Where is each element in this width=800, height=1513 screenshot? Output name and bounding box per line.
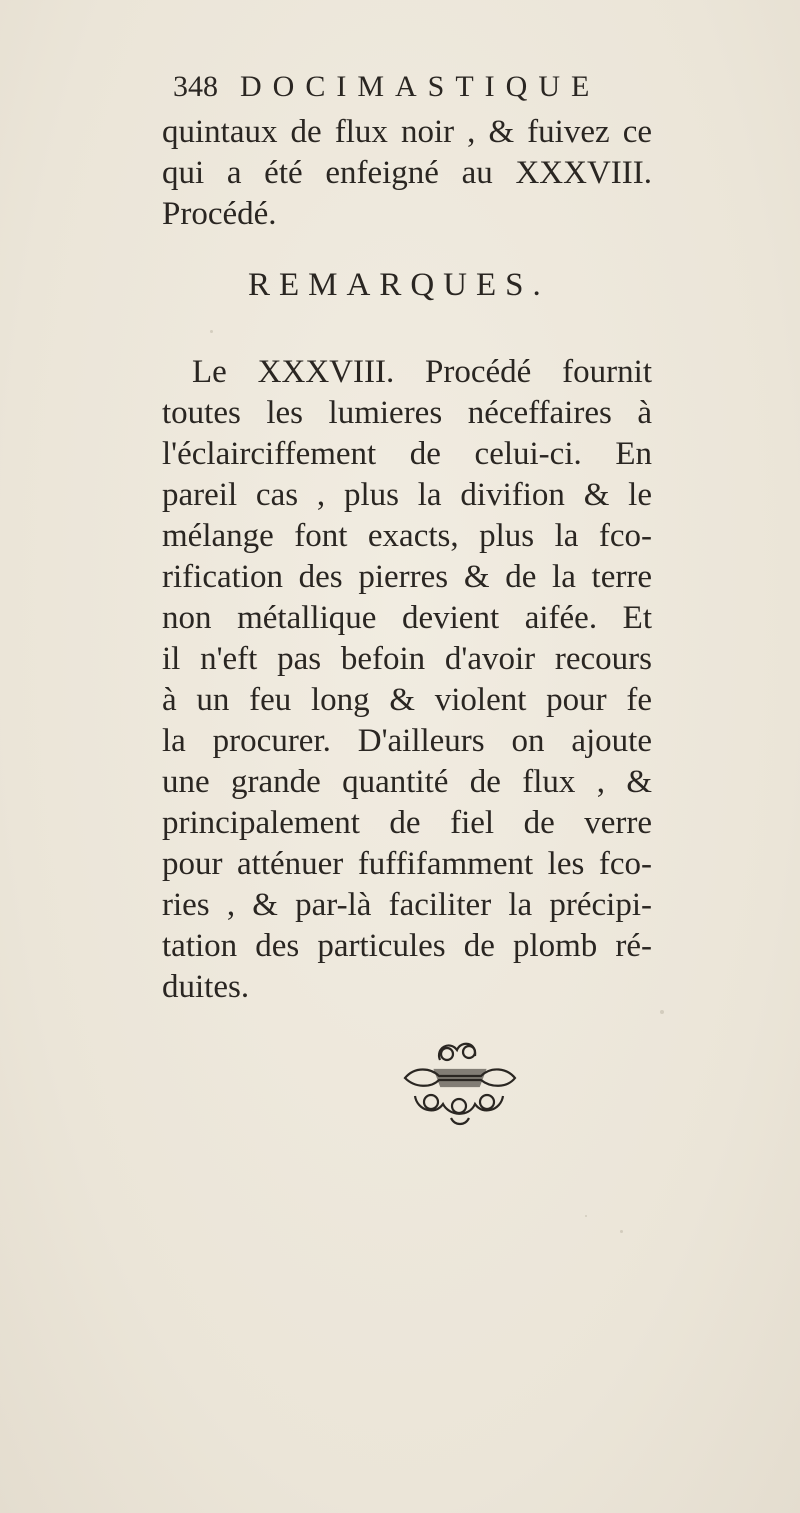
paper-speck [660, 1010, 664, 1014]
text-line: la procurer. D'ailleurs on ajoute [162, 723, 652, 759]
text-line: mélange font exacts, plus la fco- [162, 518, 652, 554]
text-line: principalement de fiel de verre [162, 805, 652, 841]
text-line: l'éclairciffement de celui-ci. En [162, 436, 652, 472]
text-line: non métallique devient aifée. Et [162, 600, 652, 636]
page-header [173, 70, 693, 114]
paper-speck [585, 1215, 587, 1217]
text-line: à un feu long & violent pour fe [162, 682, 652, 718]
paragraph-2 [162, 352, 652, 1008]
paper-speck [620, 1230, 623, 1233]
text-line: pour atténuer fuffifamment les fco- [162, 846, 652, 882]
text-line: rification des pierres & de la terre [162, 559, 652, 595]
section-heading: REMARQUES. [248, 267, 550, 303]
text-line: quintaux de flux noir , & fuivez ce [162, 114, 652, 150]
page-number: 348 [173, 70, 218, 103]
text-line: duites. [162, 969, 250, 1005]
text-line: Procédé. [162, 196, 277, 232]
paragraph-1 [162, 112, 652, 235]
text-line: il n'eft pas befoin d'avoir recours [162, 641, 652, 677]
text-line: tation des particules de plomb ré- [162, 928, 652, 964]
text-line: toutes les lumieres néceffaires à [162, 395, 652, 431]
text-line: ries , & par-là faciliter la précipi- [162, 887, 652, 923]
printer-ornament-icon [395, 1030, 525, 1130]
text-line: Le XXXVIII. Procédé fournit [192, 354, 652, 390]
text-line: pareil cas , plus la divifion & le [162, 477, 652, 513]
text-line: qui a été enfeigné au XXXVIII. [162, 155, 652, 191]
paper-speck [210, 330, 213, 333]
text-line: une grande quantité de flux , & [162, 764, 652, 800]
running-head: DOCIMASTIQUE [240, 70, 601, 103]
